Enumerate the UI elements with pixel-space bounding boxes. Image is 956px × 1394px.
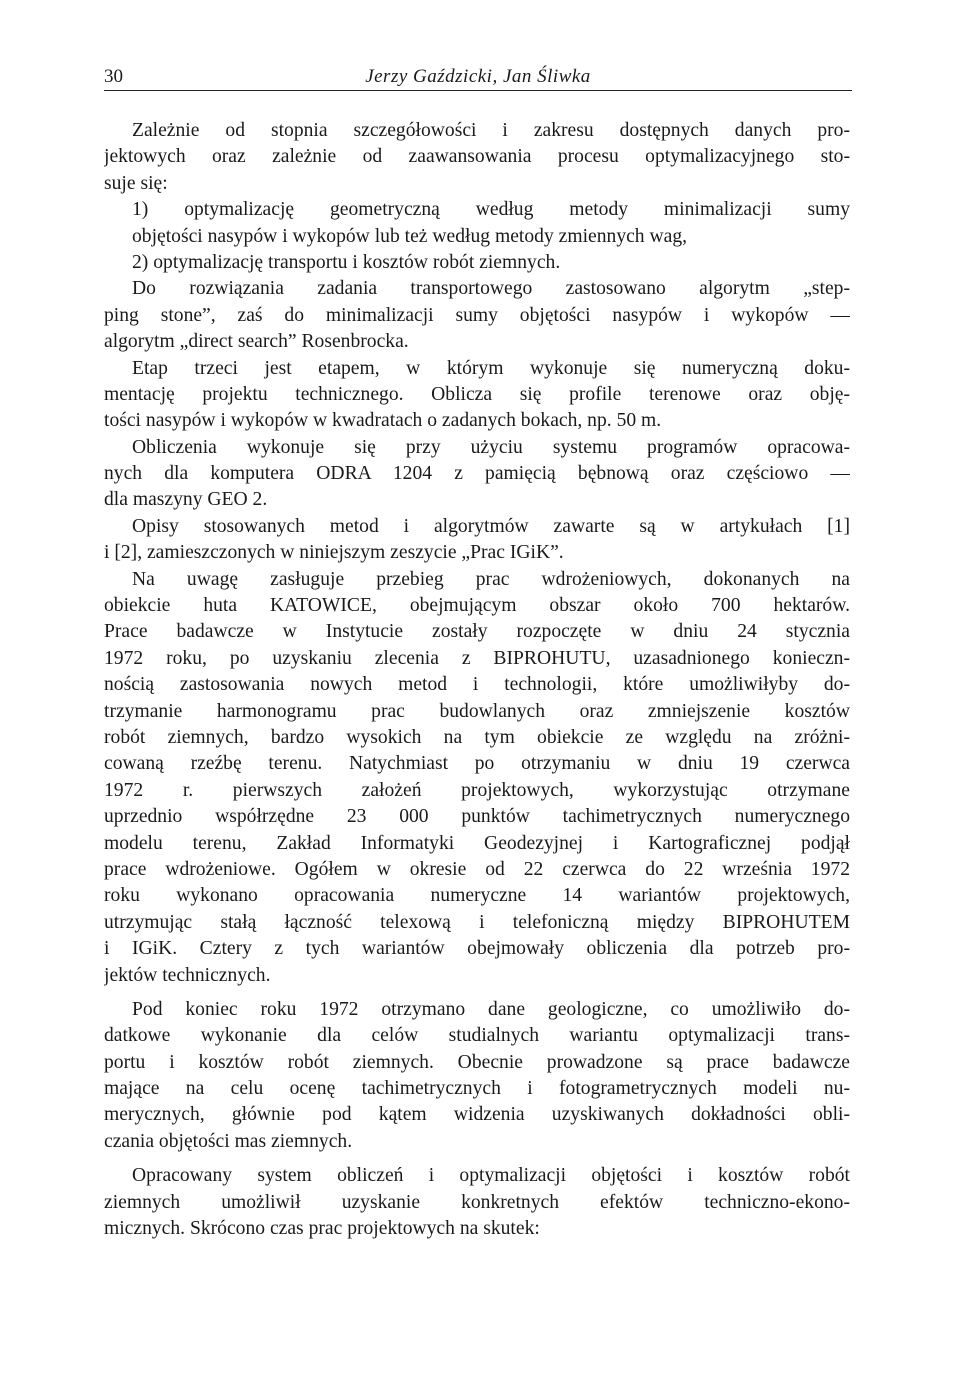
paragraph <box>104 197 850 250</box>
paragraph <box>104 1163 850 1242</box>
text-line: i [2], zamieszczonych w niniejszym zeszycie „Prac IGiK”. <box>104 542 564 564</box>
text-line: Etap trzeci jest etapem, w którym wykonuje się numeryczną doku- <box>132 357 850 379</box>
text-line: i IGiK. Cztery z tych wariantów obejmowały obliczenia dla potrzeb pro- <box>104 938 850 960</box>
running-head: Jerzy Gaździcki, Jan Śliwka <box>365 66 591 87</box>
text-line: Obliczenia wykonuje się przy użyciu systemu programów opracowa- <box>132 436 850 458</box>
body-text <box>104 118 850 1242</box>
text-line: 2) optymalizację transportu i kosztów robót ziemnych. <box>132 251 561 273</box>
text-line: portu i kosztów robót ziemnych. Obecnie prowadzone są prace badawcze <box>104 1051 850 1073</box>
text-line: 1972 roku, po uzyskaniu zlecenia z BIPROHUTU, uzasadnionego konieczn- <box>104 647 850 669</box>
text-line: mentację projektu technicznego. Oblicza się profile terenowe oraz obję- <box>104 383 850 405</box>
text-line: Na uwagę zasługuje przebieg prac wdrożeniowych, dokonanych na <box>132 568 850 590</box>
text-line: czania objętości mas ziemnych. <box>104 1130 353 1152</box>
text-line: uprzednio współrzędne 23 000 punktów tachimetrycznych numerycznego <box>104 806 850 828</box>
text-line: nych dla komputera ODRA 1204 z pamięcią bębnową oraz częściowo — <box>104 463 850 485</box>
text-line: objętości nasypów i wykopów lub też według metody zmiennych wag, <box>132 225 688 247</box>
paragraph <box>104 567 850 989</box>
text-line: Pod koniec roku 1972 otrzymano dane geologiczne, co umożliwiło do- <box>132 998 850 1020</box>
page-header <box>104 62 852 91</box>
text-line: 1) optymalizację geometryczną według metody minimalizacji sumy <box>132 199 850 221</box>
text-line: Do rozwiązania zadania transportowego zastosowano algorytm „step- <box>132 278 850 300</box>
text-line: jektowych oraz zależnie od zaawansowania procesu optymalizacyjnego sto- <box>104 146 850 168</box>
paragraph <box>104 997 850 1155</box>
text-line: robót ziemnych, bardzo wysokich na tym obiekcie ze względu na zróżni- <box>104 726 850 748</box>
page-number: 30 <box>104 66 123 87</box>
text-line: datkowe wykonanie dla celów studialnych wariantu optymalizacji trans- <box>104 1025 850 1047</box>
text-line: ziemnych umożliwił uzyskanie konkretnych efektów techniczno-ekono- <box>104 1191 850 1213</box>
text-line: merycznych, głównie pod kątem widzenia uzyskiwanych dokładności obli- <box>104 1104 850 1126</box>
text-line: micznych. Skrócono czas prac projektowych na skutek: <box>104 1218 540 1240</box>
text-line: dla maszyny GEO 2. <box>104 489 268 511</box>
text-line: roku wykonano opracowania numeryczne 14 wariantów projektowych, <box>104 885 850 907</box>
text-line: Opracowany system obliczeń i optymalizacji objętości i kosztów robót <box>132 1165 850 1187</box>
paragraph <box>104 250 850 276</box>
text-line: mające na celu ocenę tachimetrycznych i fotogrametrycznych modeli nu- <box>104 1078 850 1100</box>
paragraph <box>104 118 850 197</box>
text-line: algorytm „direct search” Rosenbrocka. <box>104 331 409 353</box>
text-line: nością zastosowania nowych metod i technologii, które umożliwiłyby do- <box>104 674 850 696</box>
paragraph <box>104 435 850 514</box>
text-line: jektów technicznych. <box>104 964 271 986</box>
text-line: Zależnie od stopnia szczegółowości i zakresu dostępnych danych pro- <box>132 120 850 141</box>
text-line: tości nasypów i wykopów w kwadratach o zadanych bokach, np. 50 m. <box>104 410 662 432</box>
text-line: prace wdrożeniowe. Ogółem w okresie od 22 czerwca do 22 września 1972 <box>104 858 850 880</box>
text-line: obiekcie huta KATOWICE, obejmującym obszar około 700 hektarów. <box>104 595 850 617</box>
text-line: 1972 r. pierwszych założeń projektowych, wykorzystując otrzymane <box>104 779 850 801</box>
text-line: ping stone”, zaś do minimalizacji sumy objętości nasypów i wykopów — <box>104 304 850 326</box>
text-line: Opisy stosowanych metod i algorytmów zawarte są w artykułach [1] <box>132 515 850 537</box>
text-line: cowaną rzeźbę terenu. Natychmiast po otrzymaniu w dniu 19 czerwca <box>104 753 850 775</box>
paragraph <box>104 356 850 435</box>
paragraph <box>104 514 850 567</box>
text-line: Prace badawcze w Instytucie zostały rozpoczęte w dniu 24 stycznia <box>104 621 850 643</box>
text-line: utrzymując stałą łączność telexową i telefoniczną między BIPROHUTEM <box>104 911 850 933</box>
text-line: suje się: <box>104 172 168 194</box>
text-line: modelu terenu, Zakład Informatyki Geodezyjnej i Kartograficznej podjął <box>104 832 850 854</box>
paragraph <box>104 276 850 355</box>
text-line: trzymanie harmonogramu prac budowlanych oraz zmniejszenie kosztów <box>104 700 850 722</box>
